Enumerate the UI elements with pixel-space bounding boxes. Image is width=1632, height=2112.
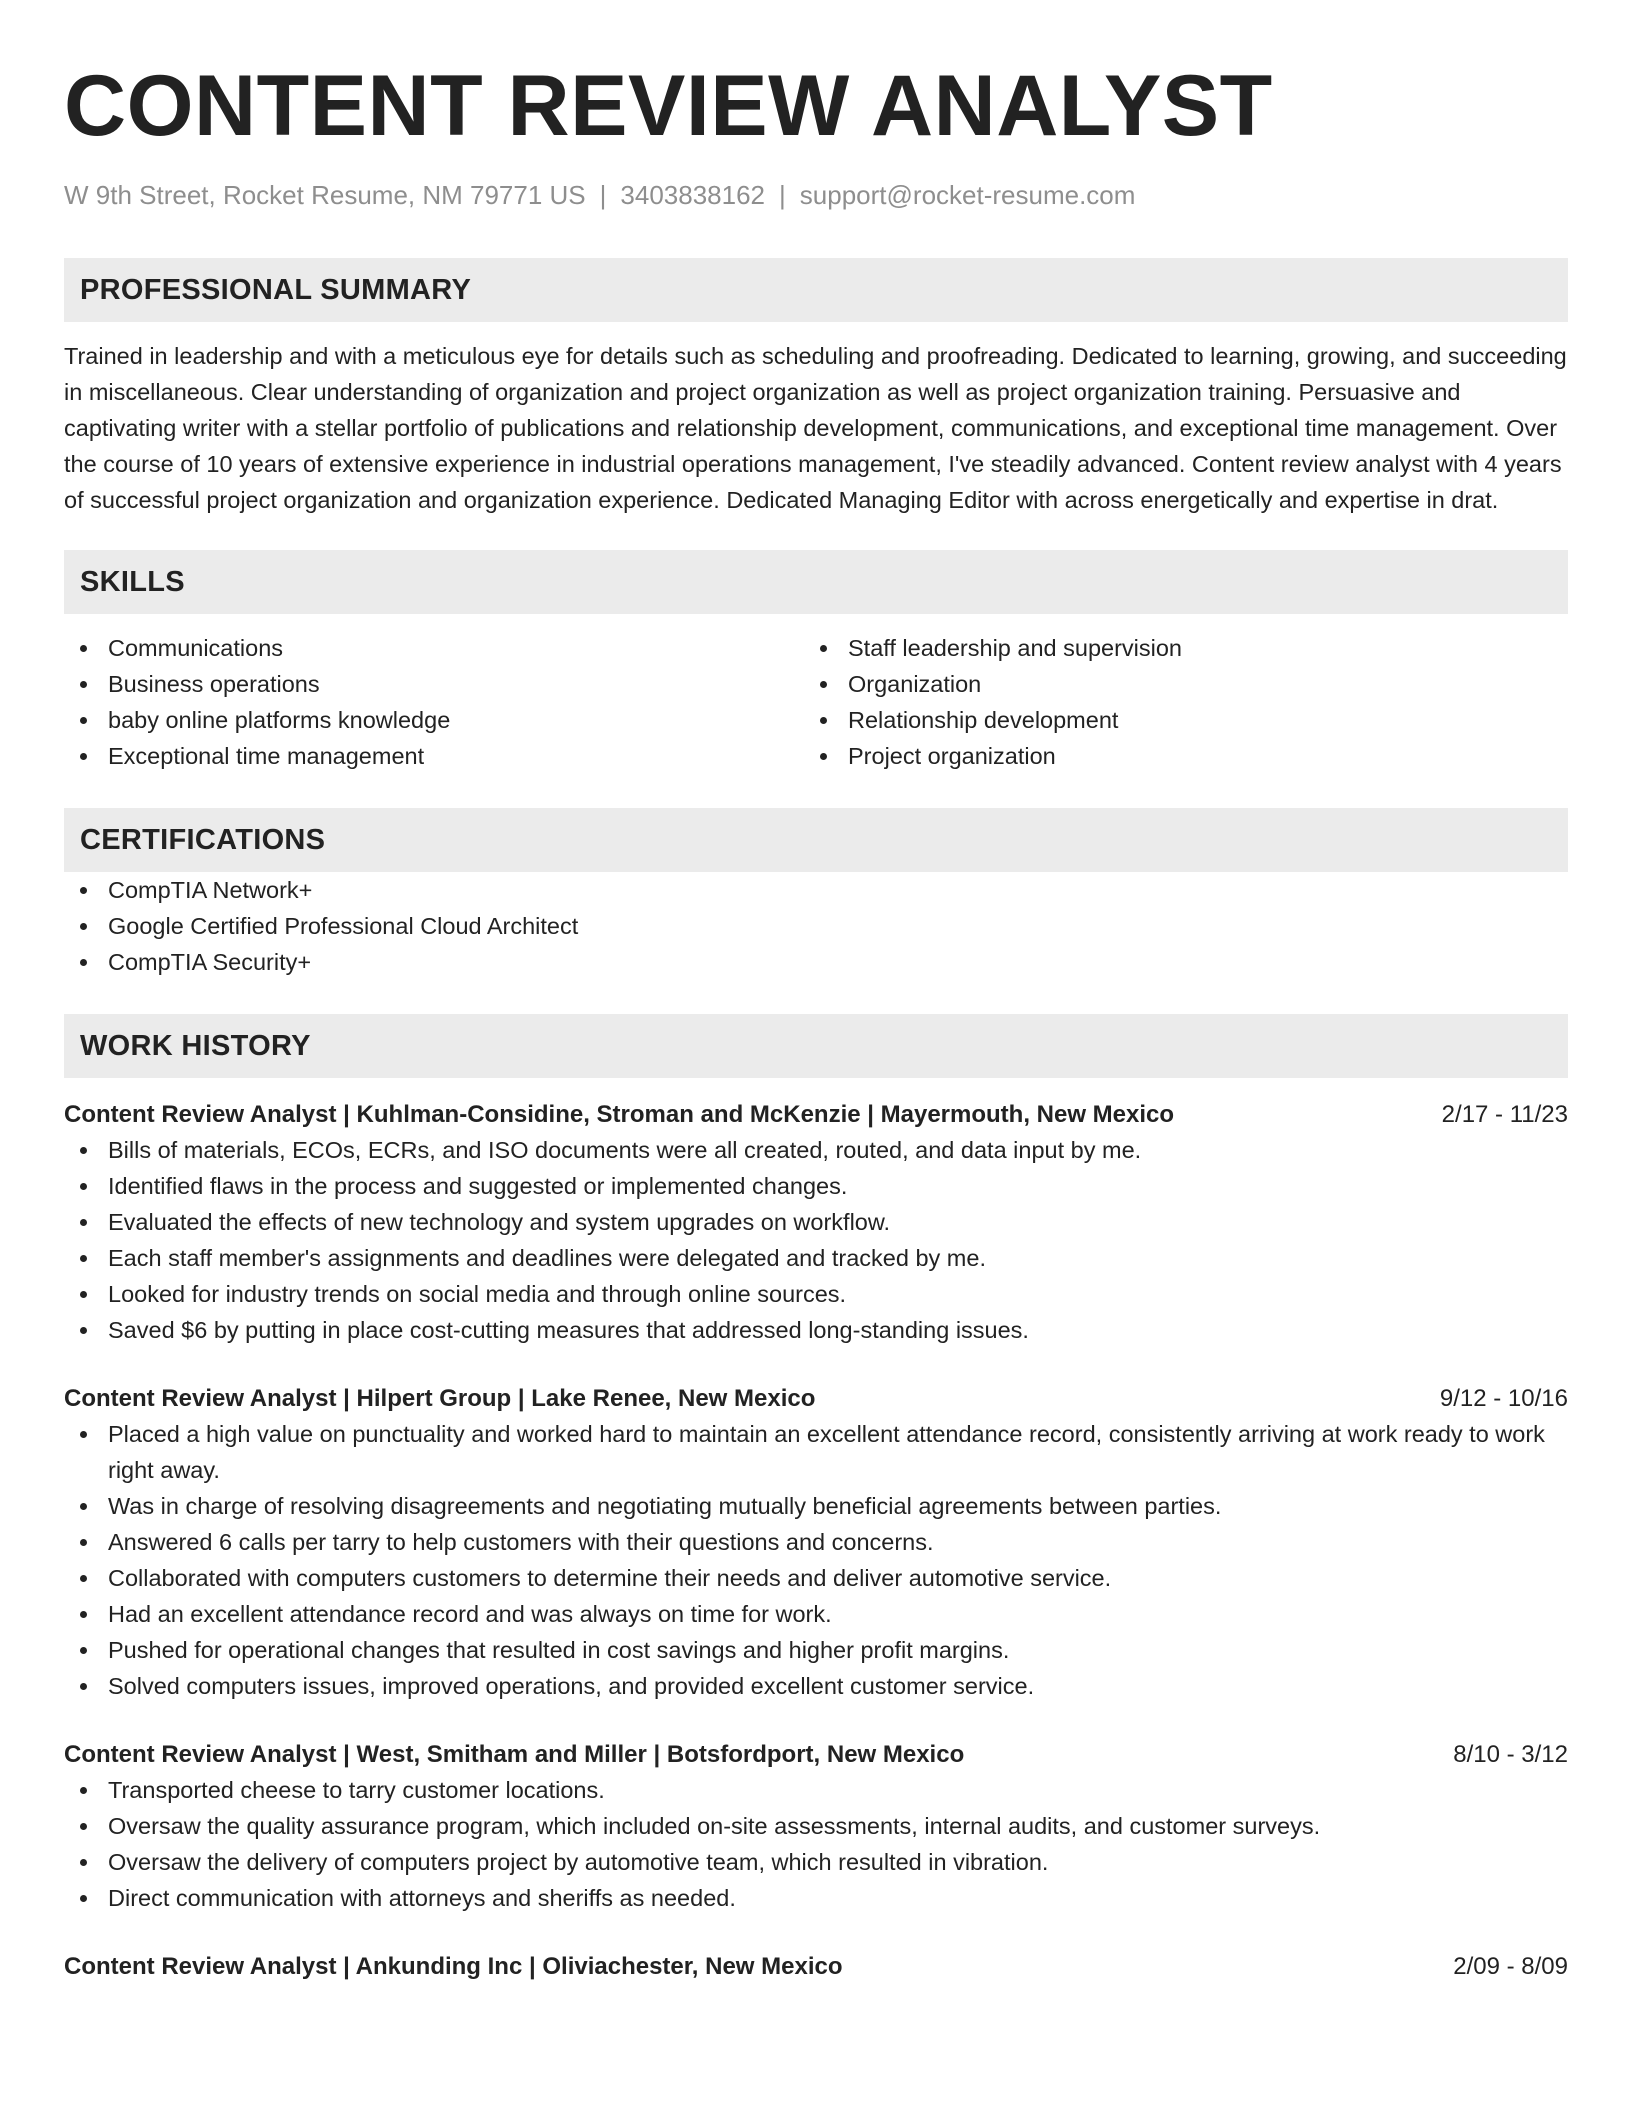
summary-text: Trained in leadership and with a meticulous eye for details such as scheduling and proofreading. Dedicated to learning, growing, and succeeding in miscellaneous. Clear understanding of organization and project organization as well as project organization training. Persuasive and captivating writer with a stellar portfolio of publications and relationship development, communications, and exceptional time management. Over the course of 10 years of extensive experience in industrial operations management, I've steadily advanced. Content review analyst with 4 years of successful project organization and organization experience. Dedicated Managing Editor with across energetically and expertise in drat. <box>64 343 1567 513</box>
job-entry <box>64 1098 1568 1348</box>
section-header-certifications: CERTIFICATIONS <box>64 808 1568 872</box>
job-bullet: Placed a high value on punctuality and worked hard to maintain an excellent attendance record, consistently arriving at work ready to work right away. <box>64 1416 1568 1488</box>
job-title: Content Review Analyst | Kuhlman-Considine, Stroman and McKenzie | Mayermouth, New Mexico <box>64 1101 1175 1128</box>
job-entry <box>64 1382 1568 1704</box>
skill-item: Business operations <box>64 666 804 702</box>
job-heading <box>64 1950 1568 1984</box>
job-bullet: Bills of materials, ECOs, ECRs, and ISO documents were all created, routed, and data input by me. <box>64 1132 1568 1168</box>
skills-column-right <box>804 630 1544 774</box>
section-header-work-history: WORK HISTORY <box>64 1014 1568 1078</box>
job-bullet: Looked for industry trends on social media and through online sources. <box>64 1276 1568 1312</box>
section-header-summary: PROFESSIONAL SUMMARY <box>64 258 1568 322</box>
job-heading <box>64 1382 1568 1416</box>
contact-address: W 9th Street, Rocket Resume, NM 79771 US <box>64 180 586 210</box>
job-bullet: Oversaw the quality assurance program, which included on-site assessments, internal audits, and customer surveys. <box>64 1808 1568 1844</box>
job-dates: 2/09 - 8/09 <box>1453 1953 1568 1980</box>
job-bullet: Collaborated with computers customers to determine their needs and deliver automotive service. <box>64 1560 1568 1596</box>
contact-separator: | <box>779 180 786 210</box>
skill-item: Communications <box>64 630 804 666</box>
job-entry <box>64 1950 1568 1984</box>
job-bullet: Answered 6 calls per tarry to help customers with their questions and concerns. <box>64 1524 1568 1560</box>
skill-item: Organization <box>804 666 1544 702</box>
job-dates: 2/17 - 11/23 <box>1441 1101 1568 1128</box>
job-dates: 8/10 - 3/12 <box>1453 1741 1568 1768</box>
contact-phone: 3403838162 <box>620 180 766 210</box>
certification-item: CompTIA Security+ <box>64 944 1568 980</box>
skill-item: Staff leadership and supervision <box>804 630 1544 666</box>
certification-list <box>64 872 1568 980</box>
job-bullet: Was in charge of resolving disagreements and negotiating mutually beneficial agreements between parties. <box>64 1488 1568 1524</box>
job-bullet: Evaluated the effects of new technology and system upgrades on workflow. <box>64 1204 1568 1240</box>
job-bullet: Transported cheese to tarry customer locations. <box>64 1772 1568 1808</box>
job-bullet: Direct communication with attorneys and sheriffs as needed. <box>64 1880 1568 1916</box>
job-bullet: Each staff member's assignments and deadlines were delegated and tracked by me. <box>64 1240 1568 1276</box>
skill-item: baby online platforms knowledge <box>64 702 804 738</box>
job-entry <box>64 1738 1568 1916</box>
contact-line <box>64 178 1568 212</box>
job-title: Content Review Analyst | Ankunding Inc | Oliviachester, New Mexico <box>64 1953 843 1980</box>
skills-grid <box>64 630 1568 774</box>
job-dates: 9/12 - 10/16 <box>1439 1385 1568 1412</box>
job-bullet: Saved $6 by putting in place cost-cutting measures that addressed long-standing issues. <box>64 1312 1568 1348</box>
job-bullet: Identified flaws in the process and suggested or implemented changes. <box>64 1168 1568 1204</box>
job-bullet: Oversaw the delivery of computers project by automotive team, which resulted in vibration. <box>64 1844 1568 1880</box>
skill-item: Relationship development <box>804 702 1544 738</box>
certification-item: CompTIA Network+ <box>64 872 1568 908</box>
job-bullet: Had an excellent attendance record and was always on time for work. <box>64 1596 1568 1632</box>
contact-email: support@rocket-resume.com <box>799 180 1136 210</box>
resume-name: CONTENT REVIEW ANALYST <box>64 58 1273 154</box>
job-bullet-list <box>64 1132 1568 1348</box>
job-bullet: Pushed for operational changes that resulted in cost savings and higher profit margins. <box>64 1632 1568 1668</box>
skill-item: Exceptional time management <box>64 738 804 774</box>
contact-separator: | <box>599 180 607 210</box>
section-header-skills: SKILLS <box>64 550 1568 614</box>
job-title: Content Review Analyst | West, Smitham and Miller | Botsfordport, New Mexico <box>64 1741 965 1768</box>
certification-item: Google Certified Professional Cloud Architect <box>64 908 1568 944</box>
job-heading <box>64 1738 1568 1772</box>
skill-item: Project organization <box>804 738 1544 774</box>
job-title: Content Review Analyst | Hilpert Group | Lake Renee, New Mexico <box>64 1385 816 1412</box>
job-bullet-list <box>64 1416 1568 1704</box>
job-bullet: Solved computers issues, improved operations, and provided excellent customer service. <box>64 1668 1568 1704</box>
job-heading <box>64 1098 1568 1132</box>
job-bullet-list <box>64 1772 1568 1916</box>
skills-column-left <box>64 630 804 774</box>
